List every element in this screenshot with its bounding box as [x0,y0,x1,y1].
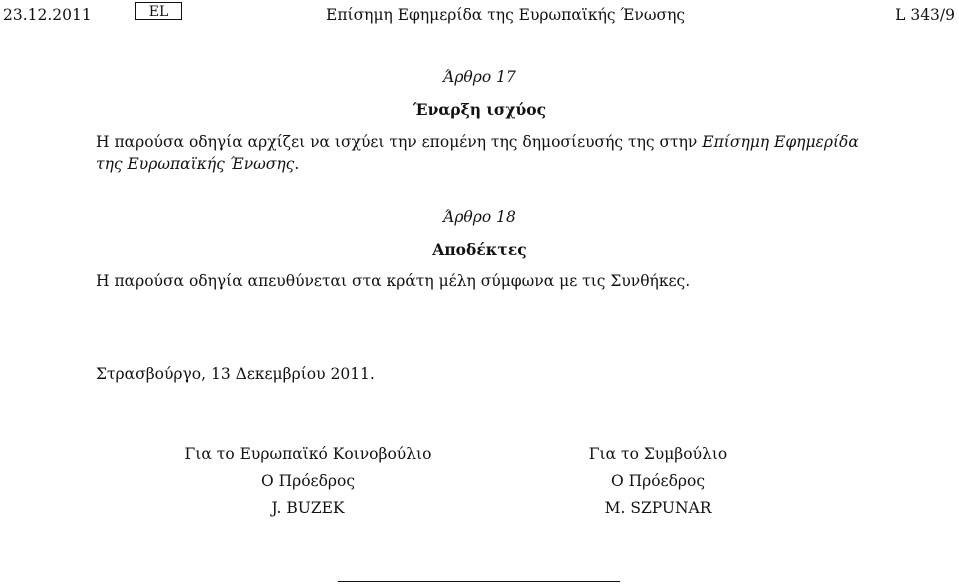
signature-institution: Για το Συμβούλιο [588,445,728,463]
article-18-text: Η παρούσα οδηγία απευθύνεται στα κράτη μέλη σύμφωνα με τις Συνθήκες. [96,272,691,290]
signature-name: J. BUZEK [271,499,345,517]
signature-block-parliament [158,442,458,523]
signature-institution: Για το Ευρωπαϊκό Κοινοβούλιο [184,445,432,463]
article-17-heading: Έναρξη ισχύος [412,100,547,119]
article-17-number: Άρθρο 17 [443,68,516,86]
article-18-heading: Αποδέκτες [432,240,527,259]
journal-title: Επίσημη Εφημερίδα της Ευρωπαϊκής Ένωσης [326,6,686,24]
signature-role: Ο Πρόεδρος [610,472,706,490]
place-and-date: Στρασβούργο, 13 Δεκεμβρίου 2011. [96,365,375,383]
language-badge: EL [135,2,182,20]
signature-block-council [558,442,758,523]
signature-role: Ο Πρόεδρος [260,472,356,490]
end-rule [338,581,620,582]
article-18-number: Άρθρο 18 [443,208,516,226]
article-17-text [96,131,886,175]
publication-date: 23.12.2011 [3,6,92,24]
article-17-text-end: . [294,155,300,173]
signature-name: M. SZPUNAR [604,499,712,517]
article-17-text-start: Η παρούσα οδηγία αρχίζει να ισχύει την επομένη της δημοσίευσής της στην [96,133,703,151]
article-17-journal-name: Επίσημη Εφημερίδα της Ευρωπαϊκής Ένωσης [96,133,859,173]
page-reference: L 343/9 [895,6,955,24]
